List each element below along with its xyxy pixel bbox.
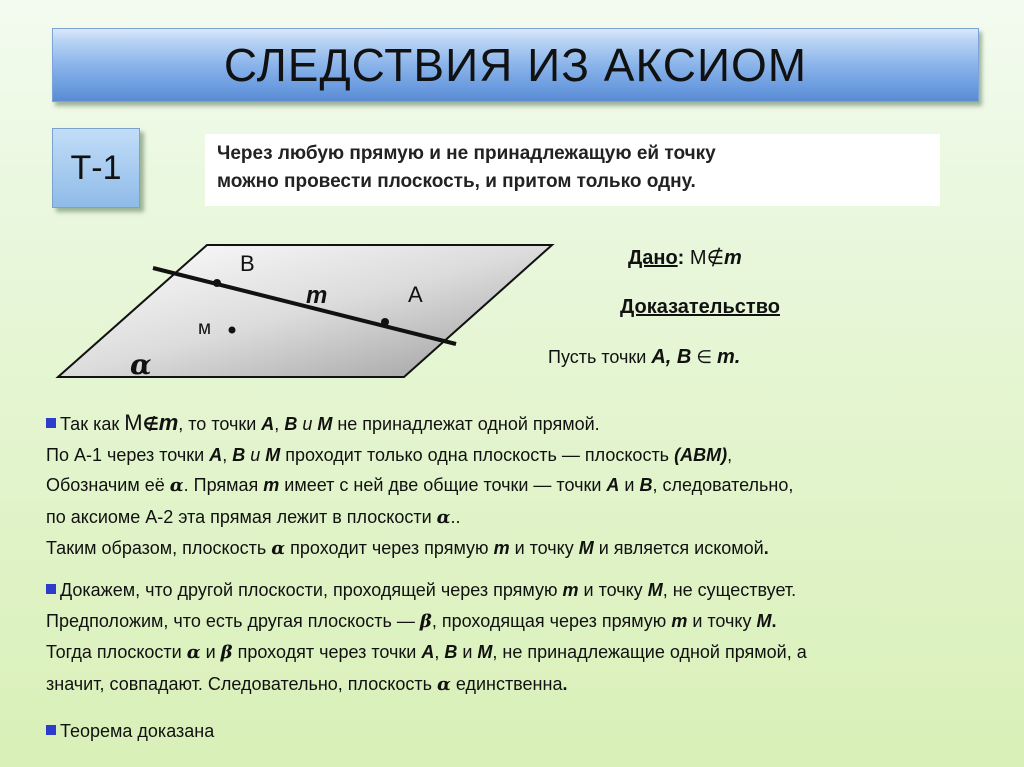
- p2-l1-b: m: [562, 580, 579, 600]
- p1-l2-b: A: [209, 444, 223, 465]
- p1-l1-c: ∉: [142, 414, 159, 434]
- p1-l4-c: ..: [450, 506, 461, 527]
- bullet-icon: [46, 725, 56, 735]
- p2-l2-c: , проходящая через прямую: [431, 610, 672, 631]
- label-A: A: [408, 282, 423, 307]
- p1-l1-i: и: [297, 414, 318, 434]
- p1-l5-b: α: [271, 538, 286, 559]
- p1-l1-a: Так как: [60, 414, 125, 434]
- p1-l1-g: ,: [274, 414, 285, 434]
- given: [628, 245, 742, 270]
- statement-line-1: Через любую прямую и не принадлежащую ей точку: [217, 143, 716, 164]
- p1-l2-a: По А-1 через точки: [46, 444, 210, 465]
- p2-l4-c: единственна: [450, 673, 563, 694]
- theorem-proved-text: Теорема доказана: [60, 721, 215, 741]
- p2-l3-g: ,: [434, 642, 445, 662]
- given-notin: ∉: [706, 247, 724, 269]
- p1-l5-a: Таким образом, плоскость: [46, 538, 272, 558]
- p1-l2-f: M: [265, 444, 281, 465]
- statement-line-2: можно провести плоскость, и притом только одну.: [217, 171, 696, 192]
- p1-l1-d: m: [158, 410, 179, 435]
- given-colon: :: [677, 247, 685, 269]
- let-in: ∈: [691, 347, 718, 367]
- p2-l3-c: и: [200, 642, 221, 662]
- p1-l2-g: проходит только одна плоскость — плоскость: [280, 444, 675, 465]
- p2-l2-a: Предположим, что есть другая плоскость —: [46, 610, 420, 631]
- point-B: [213, 279, 221, 287]
- p2-l4-d: .: [562, 673, 568, 694]
- p1-l2-i: ,: [727, 444, 733, 465]
- p2-l3-a: Тогда плоскости: [46, 642, 187, 662]
- p1-l2-c: ,: [222, 444, 233, 465]
- p1-l2-d: B: [232, 444, 246, 465]
- p2-l3-j: M: [477, 642, 493, 662]
- p2-l3-d: β: [220, 642, 233, 663]
- p1-l5-c: проходит через прямую: [285, 538, 494, 558]
- label-B: B: [240, 251, 255, 276]
- let-var: m.: [717, 346, 741, 368]
- p1-l1-f: A: [261, 414, 275, 434]
- point-M: [229, 327, 236, 334]
- p2-l3-b: α: [186, 642, 201, 663]
- let-points-ab: A, B: [651, 346, 692, 368]
- p2-l2-d: m: [671, 610, 688, 631]
- p1-l3-e: имеет с ней две общие точки — точки: [279, 475, 607, 495]
- p1-l3-c: . Прямая: [183, 475, 264, 495]
- proof-heading: Доказательство: [620, 296, 780, 318]
- proof-paragraph-2: [46, 575, 807, 700]
- let-text: Пусть точки: [548, 347, 652, 367]
- p1-l3-h: B: [639, 475, 653, 495]
- page-title: СЛЕДСТВИЯ ИЗ АКСИОМ: [223, 39, 808, 91]
- p2-l2-g: .: [771, 610, 777, 631]
- p2-l1-a: Докажем, что другой плоскости, проходящей через прямую: [60, 580, 563, 600]
- label-m: m: [306, 282, 328, 309]
- bullet-icon: [46, 418, 56, 428]
- given-text: M: [684, 247, 707, 269]
- p1-l1-j: M: [317, 414, 333, 434]
- p1-l1-h: B: [284, 414, 298, 434]
- p1-l3-d: m: [263, 475, 280, 495]
- p1-l3-a: Обозначим её: [46, 475, 170, 495]
- p1-l3-b: α: [169, 475, 184, 496]
- p1-l1-b: M: [124, 410, 143, 435]
- p1-l2-h: (АВМ): [674, 444, 728, 465]
- p2-l1-e: , не существует.: [662, 580, 797, 600]
- p2-l4-b: α: [436, 673, 451, 695]
- p1-l1-e: , то точки: [178, 414, 262, 434]
- given-label: Дано: [628, 247, 678, 269]
- p1-l1-k: не принадлежат одной прямой.: [332, 414, 600, 434]
- proof-paragraph-1: [46, 408, 793, 565]
- p2-l4-a: значит, совпадают. Следовательно, плоскость: [46, 673, 437, 694]
- p1-l5-g: и является искомой: [593, 538, 764, 558]
- p2-l3-i: и: [457, 642, 478, 662]
- proof-conclusion: [46, 716, 214, 747]
- p1-l4-a: по аксиоме А-2 эта прямая лежит в плоскости: [46, 506, 437, 527]
- label-alpha: α: [130, 348, 152, 381]
- p1-l4-b: α: [436, 506, 451, 528]
- p2-l3-f: A: [421, 642, 435, 662]
- p2-l3-k: , не принадлежащие одной прямой, а: [492, 642, 807, 662]
- p1-l5-e: и точку: [509, 538, 579, 558]
- p1-l3-g: и: [619, 475, 640, 495]
- p2-l3-h: B: [444, 642, 458, 662]
- theorem-label: Т-1: [52, 128, 140, 208]
- let-points: [548, 346, 740, 369]
- p2-l2-b: β: [419, 610, 432, 632]
- point-A: [381, 318, 389, 326]
- p2-l2-e: и точку: [687, 610, 757, 631]
- bullet-icon: [46, 584, 56, 594]
- p1-l2-e: и: [245, 444, 266, 465]
- p1-l3-i: , следовательно,: [652, 475, 794, 495]
- p1-l5-f: M: [578, 538, 594, 558]
- label-M: м: [198, 318, 212, 339]
- p1-l3-f: A: [606, 475, 620, 495]
- p2-l2-f: M: [756, 610, 772, 631]
- p1-l5-d: m: [493, 538, 510, 558]
- p2-l1-c: и точку: [578, 580, 648, 600]
- p2-l1-d: M: [647, 580, 663, 600]
- p1-l5-h: .: [763, 538, 769, 558]
- p2-l3-e: проходят через точки: [232, 642, 422, 662]
- given-var: m: [723, 247, 742, 269]
